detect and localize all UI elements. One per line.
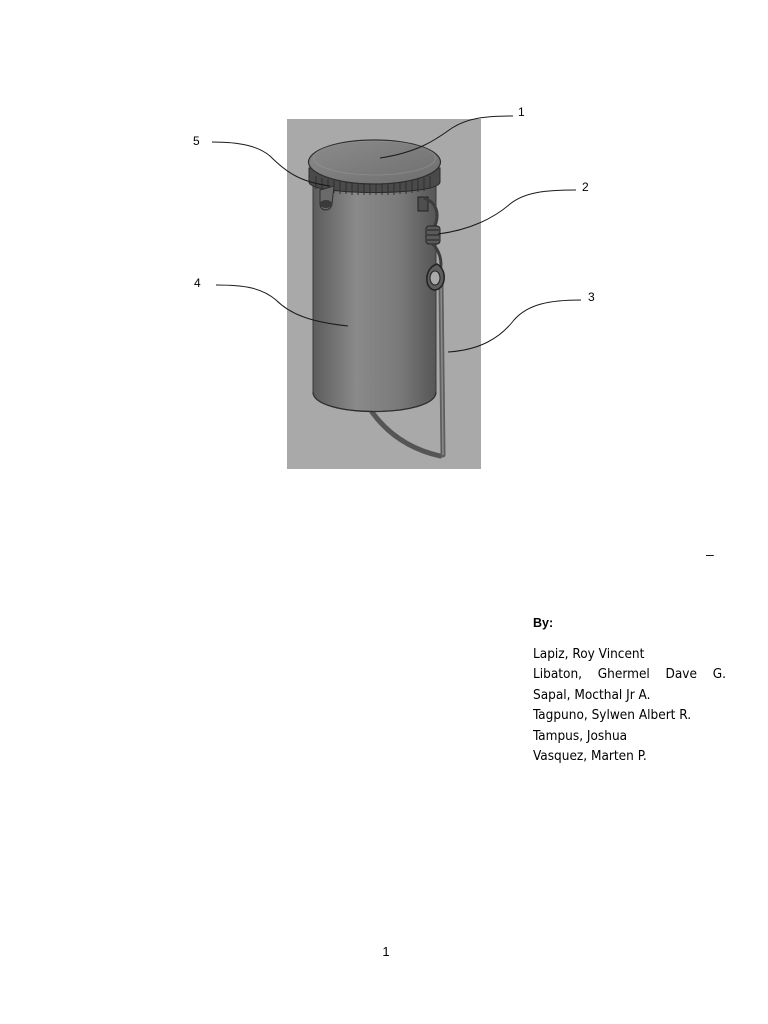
- callout-number-4: 4: [194, 276, 201, 290]
- authors-heading: By:: [533, 616, 554, 630]
- author-name-part: Dave: [665, 666, 697, 683]
- author-name: Tampus, Joshua: [533, 727, 628, 744]
- author-name: [533, 664, 726, 684]
- dash-mark: –: [706, 546, 714, 562]
- author-name-part: G.: [712, 666, 726, 683]
- callout-number-1: 1: [518, 105, 525, 119]
- author-name-part: Libaton,: [533, 666, 583, 683]
- author-list: [533, 644, 733, 766]
- callout-number-5: 5: [193, 134, 200, 148]
- authors-block: [533, 616, 733, 766]
- author-name: Vasquez, Marten P.: [533, 748, 647, 765]
- author-name: Sapal, Mocthal Jr A.: [533, 686, 651, 703]
- page-number: 1: [382, 944, 390, 959]
- author-name: Lapiz, Roy Vincent: [533, 646, 645, 662]
- author-name: Tagpuno, Sylwen Albert R.: [533, 707, 692, 724]
- callout-number-3: 3: [588, 290, 595, 304]
- author-name-part: Ghermel: [597, 666, 650, 683]
- callout-number-2: 2: [582, 180, 589, 194]
